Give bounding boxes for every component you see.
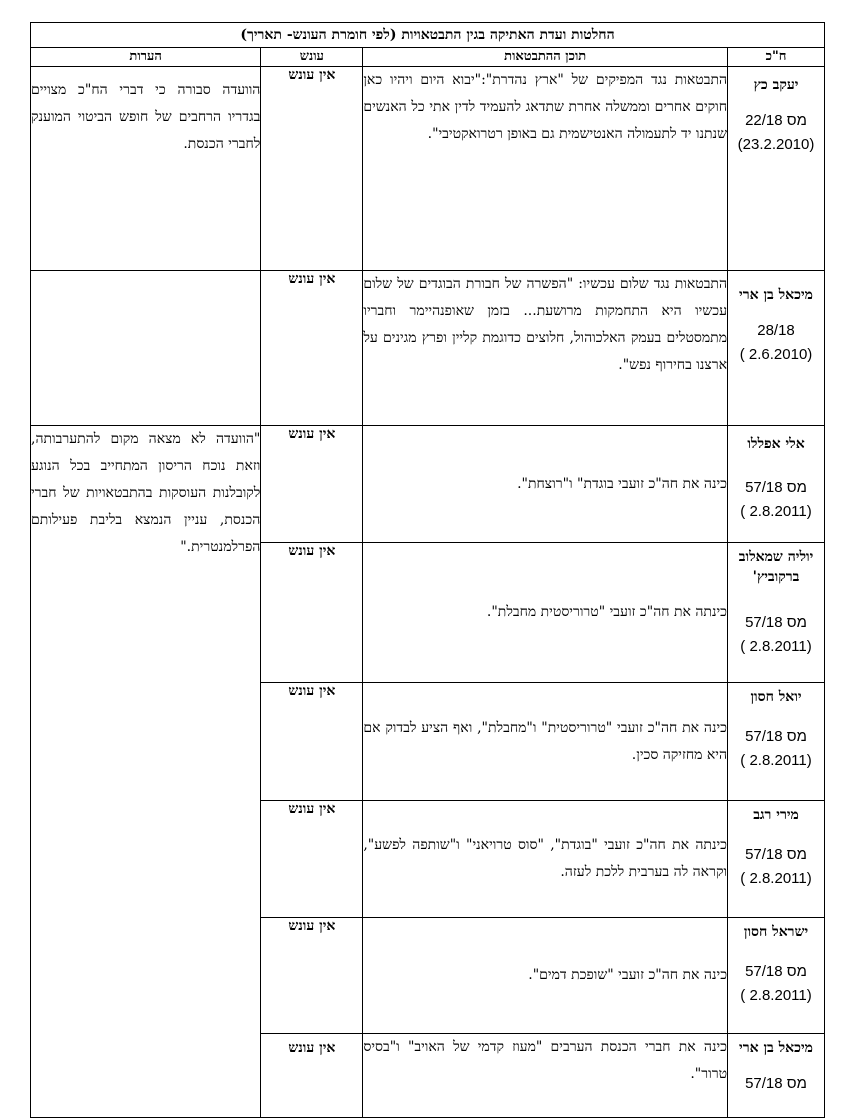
penalty: אין עונש	[261, 1034, 363, 1118]
mk-cell	[728, 426, 825, 543]
decision-number: מס 22/18	[745, 112, 807, 129]
mk-name: יואל חסון	[750, 689, 802, 705]
penalty: אין עונש	[261, 67, 363, 271]
statement-content: התבטאות נגד המפיקים של "ארץ נהדרת":"יבוא היום ויהיו כאן חוקים אחרים וממשלה אחרת שתדאג להעמיד לדין אתי כל האנשים שנתנו יד לתעמולה האנטישמית גם באופן רטרואקטיבי".	[363, 67, 728, 271]
table-row	[31, 67, 825, 271]
decision-date: (2.8.2011 )	[740, 503, 812, 520]
header-content: תוכן ההתבטאות	[363, 48, 728, 67]
mk-name: מיכאל בן ארי	[739, 1040, 813, 1056]
decision-date: (2.8.2011 )	[740, 987, 812, 1004]
decision-number: מס 57/18	[745, 614, 807, 631]
decision-number: מס 57/18	[745, 479, 807, 496]
statement-content: כינתה את חה"כ זועבי "טרוריסטית מחבלת".	[363, 543, 728, 683]
statement-content: התבטאות נגד שלום עכשיו: "הפשרה של חבורת הבוגדים של שלום עכשיו היא התחמקות מרושעת... בזמן שאופנהיימר וחבריו מתמסטלים בעמק האלכוהול, חלוצים כדוגמת קליין ופרץ מגינים על ארצנו בחירוף נפש".	[363, 271, 728, 426]
decision-date: (2.6.2010 )	[739, 346, 813, 363]
ethics-decisions-table	[30, 22, 825, 1118]
header-name: ח"כ	[728, 48, 825, 67]
mk-cell	[728, 1034, 825, 1118]
decision-number: מס 57/18	[745, 963, 807, 980]
mk-name: מירי רגב	[753, 807, 799, 823]
mk-cell	[728, 271, 825, 426]
decision-date: (23.2.2010)	[737, 136, 815, 153]
penalty: אין עונש	[261, 271, 363, 426]
decision-number: 28/18	[757, 322, 795, 339]
statement-content: כינתה את חה"כ זועבי "בוגדת", "סוס טרויאני" ו"שותפה לפשע", וקראה לה בערבית ללכת לעזה.	[363, 801, 728, 918]
table-title: החלטות ועדת האתיקה בגין התבטאויות (לפי חומרת העונש- תאריך)	[31, 23, 825, 48]
mk-cell	[728, 67, 825, 271]
mk-cell	[728, 801, 825, 918]
decision-date: (2.8.2011 )	[740, 638, 812, 655]
decision-date: (2.8.2011 )	[740, 752, 812, 769]
penalty: אין עונש	[261, 918, 363, 1034]
mk-name: אלי אפללו	[747, 436, 805, 452]
mk-name: יעקב כץ	[753, 77, 799, 93]
table-row	[31, 426, 825, 543]
decision-number: מס 57/18	[745, 1075, 807, 1092]
header-penalty: עונש	[261, 48, 363, 67]
statement-content: כינה את חה"כ זועבי "שופכת דמים".	[363, 918, 728, 1034]
notes: הוועדה סבורה כי דברי הח"כ מצויים בגדריו הרחבים של חופש הביטוי המוענק לחברי הכנסת.	[31, 67, 261, 271]
statement-content: כינה את חה"כ זועבי בוגדת" ו"רוצחת".	[363, 426, 728, 543]
mk-name: ישראל חסון	[743, 924, 809, 940]
table-row	[31, 271, 825, 426]
mk-name: יוליה שמאלוב ברקוביץ'	[738, 549, 814, 585]
statement-content: כינה את חה"כ זועבי "טרוריסטית" ו"מחבלת", ואף הציע לבדוק אם היא מחזיקה סכין.	[363, 683, 728, 801]
statement-content: כינה את חברי הכנסת הערבים "מעוז קדמי של האויב" ו"בסיס טרור".	[363, 1034, 728, 1118]
penalty: אין עונש	[261, 801, 363, 918]
decision-date: (2.8.2011 )	[740, 870, 812, 887]
mk-cell	[728, 683, 825, 801]
penalty: אין עונש	[261, 683, 363, 801]
notes: "הוועדה לא מצאה מקום להתערבותה, וזאת נוכח הריסון המתחייב בכל הנוגע לקובלנות העוסקות בהתבטאויות של חברי הכנסת, עניין הנמצא בליבת פעילותם הפרלמנטרית."	[31, 426, 261, 1118]
decision-number: מס 57/18	[745, 728, 807, 745]
mk-name: מיכאל בן ארי	[739, 287, 813, 303]
header-notes: הערות	[31, 48, 261, 67]
mk-cell	[728, 918, 825, 1034]
penalty: אין עונש	[261, 426, 363, 543]
notes	[31, 271, 261, 426]
header-row	[31, 48, 825, 67]
penalty: אין עונש	[261, 543, 363, 683]
mk-cell	[728, 543, 825, 683]
decision-number: מס 57/18	[745, 846, 807, 863]
